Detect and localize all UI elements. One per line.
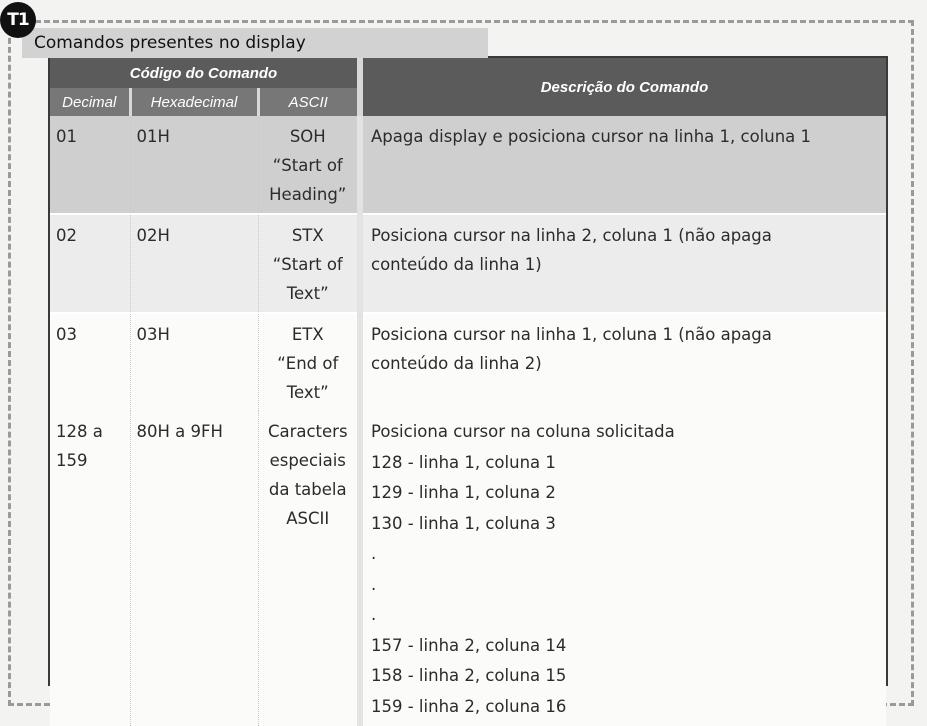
description-cell — [360, 313, 886, 411]
ascii-cell — [258, 313, 360, 411]
ascii-line: ASCII — [286, 509, 330, 528]
description-line: Posiciona cursor na linha 1, coluna 1 (não apaga — [371, 325, 772, 344]
hex-cell: 01H — [130, 116, 258, 214]
decimal-cell: 02 — [50, 214, 130, 313]
commands-table-container — [48, 56, 888, 716]
decimal-line: 159 — [56, 451, 88, 470]
description-line: 158 - linha 2, coluna 15 — [371, 666, 567, 685]
description-line: . — [371, 574, 377, 594]
commands-table — [50, 58, 886, 726]
ascii-line: “Start of — [272, 156, 343, 175]
header-hexadecimal: Hexadecimal — [130, 88, 258, 116]
section-title: Comandos presentes no display — [22, 28, 488, 58]
description-line: Apaga display e posiciona cursor na linha 1, coluna 1 — [371, 127, 812, 146]
ascii-line: SOH — [289, 127, 326, 146]
ascii-line: da tabela — [268, 480, 347, 499]
ascii-line: ETX — [291, 325, 324, 344]
hex-cell: 80H a 9FH — [130, 411, 258, 726]
description-cell — [360, 411, 886, 726]
decimal-cell: 01 — [50, 116, 130, 214]
table-row — [50, 214, 886, 313]
description-line: . — [371, 544, 377, 563]
description-line: 130 - linha 1, coluna 3 — [371, 513, 556, 533]
header-description: Descrição do Comando — [360, 58, 886, 116]
ascii-line: especiais — [269, 451, 346, 470]
ascii-cell — [258, 116, 360, 214]
ascii-line: Heading” — [269, 185, 347, 204]
ascii-line: Text” — [286, 383, 329, 402]
header-ascii: ASCII — [258, 88, 360, 116]
decimal-cell — [50, 411, 130, 726]
ascii-line: “Start of — [272, 255, 343, 274]
description-cell — [360, 214, 886, 313]
description-line: 128 - linha 1, coluna 1 — [371, 452, 556, 472]
description-cell — [360, 116, 886, 214]
header-decimal: Decimal — [50, 88, 130, 116]
hex-cell: 03H — [130, 313, 258, 411]
description-line: conteúdo da linha 2) — [371, 354, 542, 373]
description-line: 157 - linha 2, coluna 14 — [371, 635, 567, 655]
description-line: 129 - linha 1, coluna 2 — [371, 483, 556, 502]
ascii-line: Text” — [286, 284, 329, 303]
description-line: 159 - linha 2, coluna 16 — [371, 696, 567, 716]
ascii-line: Caracters — [267, 422, 348, 441]
description-line: Posiciona cursor na coluna solicitada — [371, 422, 675, 441]
description-line: Posiciona cursor na linha 2, coluna 1 (não apaga — [371, 226, 772, 245]
description-line: conteúdo da linha 1) — [371, 255, 542, 274]
table-row — [50, 116, 886, 214]
header-command-code: Código do Comando — [50, 58, 360, 88]
decimal-cell: 03 — [50, 313, 130, 411]
ascii-cell — [258, 214, 360, 313]
hex-cell: 02H — [130, 214, 258, 313]
ascii-cell — [258, 411, 360, 726]
ascii-line: “End of — [277, 354, 339, 373]
ascii-line: STX — [291, 226, 324, 245]
decimal-line: 128 a — [56, 422, 103, 441]
table-row — [50, 313, 886, 411]
description-line: . — [371, 605, 377, 624]
table-row — [50, 411, 886, 726]
section-badge: T1 — [0, 2, 36, 38]
